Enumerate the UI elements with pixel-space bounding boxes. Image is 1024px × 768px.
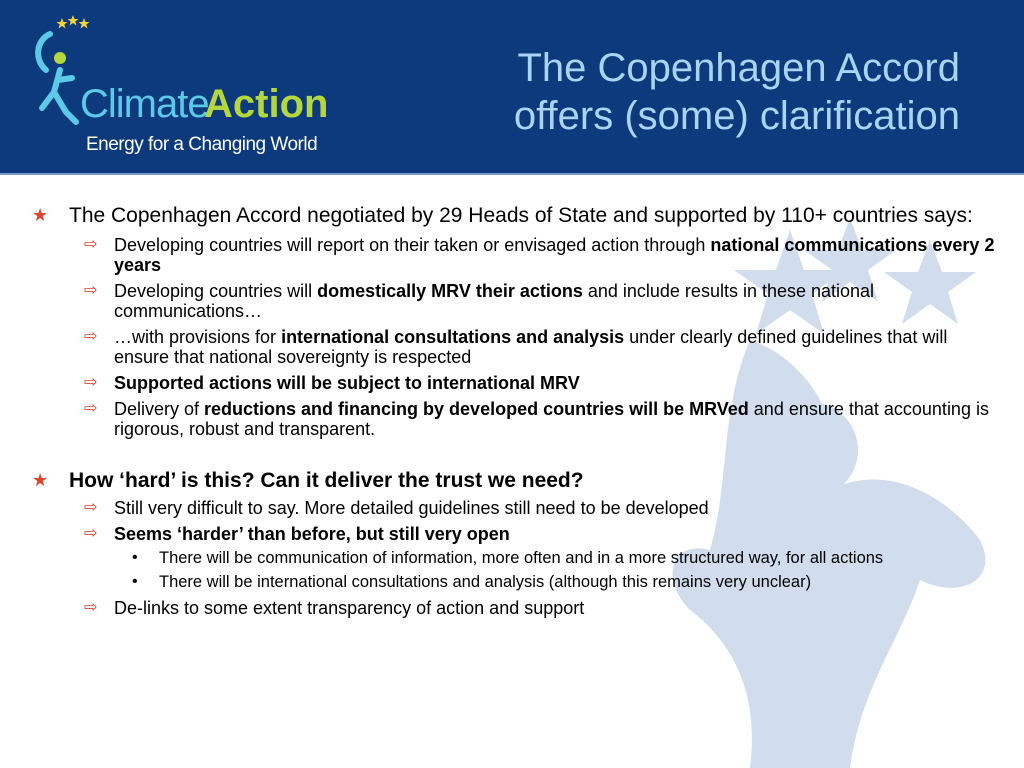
- hollow-arrow-bullet-icon: ⇨: [84, 525, 98, 542]
- logo-word-action: Action: [204, 82, 329, 126]
- sub-bullet-international-consultations: ⇨ …with provisions for international consultations and analysis under clearly defined guidelines that will ensure that national sovereignty is respected: [84, 327, 948, 367]
- sub-bullet-supported-actions: ⇨ Supported actions will be subject to international MRV: [84, 373, 580, 393]
- hollow-arrow-bullet-icon: ⇨: [84, 374, 98, 391]
- slide-body: [32, 204, 1004, 618]
- bullet-accord: ★ The Copenhagen Accord negotiated by 29 Heads of State and supported by 110+ countries says:: [32, 204, 973, 227]
- header-banner: [0, 0, 1024, 173]
- header-divider: [0, 173, 1024, 175]
- sub-bullet-delinks: ⇨ De-links to some extent transparency of action and support: [84, 598, 585, 618]
- hollow-arrow-bullet-icon: ⇨: [84, 400, 98, 417]
- logo-tagline: Energy for a Changing World: [86, 134, 318, 155]
- sub-bullet-national-communications: ⇨ Developing countries will report on their taken or envisaged action through national communications every 2 years: [84, 235, 995, 275]
- hollow-arrow-bullet-icon: ⇨: [84, 328, 98, 345]
- sub-bullet-domestic-mrv: ⇨ Developing countries will domestically MRV their actions and include results in these national communications…: [84, 281, 875, 321]
- title-line-1: The Copenhagen Accord: [517, 46, 960, 90]
- bullet-how-hard: ★ How ‘hard’ is this? Can it deliver the trust we need?: [32, 469, 584, 492]
- logo-word-climate: Climate: [80, 82, 209, 126]
- title-line-2: offers (some) clarification: [513, 94, 960, 138]
- hollow-arrow-bullet-icon: ⇨: [84, 236, 98, 253]
- sub-bullet-harder: ⇨ Seems ‘harder’ than before, but still very open: [84, 524, 510, 544]
- hollow-arrow-bullet-icon: ⇨: [84, 599, 98, 616]
- detail-communication: • There will be communication of information, more often and in a more structured way, for all actions: [132, 549, 884, 567]
- star-bullet-icon: ★: [32, 205, 49, 225]
- climate-action-logo: [0, 0, 330, 173]
- sub-bullet-difficult: ⇨ Still very difficult to say. More detailed guidelines still need to be developed: [84, 498, 709, 518]
- detail-consultations: • There will be international consultations and analysis (although this remains very unclear): [132, 573, 812, 591]
- sub-bullet-delivery: ⇨ Delivery of reductions and financing by developed countries will be MRVed and ensure that accounting is rigorous, robust and transparent.: [84, 399, 989, 439]
- dot-bullet-icon: •: [132, 573, 138, 590]
- star-bullet-icon: ★: [32, 470, 49, 490]
- slide-title: [400, 44, 960, 140]
- dot-bullet-icon: •: [132, 549, 138, 566]
- hollow-arrow-bullet-icon: ⇨: [84, 282, 98, 299]
- hollow-arrow-bullet-icon: ⇨: [84, 499, 98, 516]
